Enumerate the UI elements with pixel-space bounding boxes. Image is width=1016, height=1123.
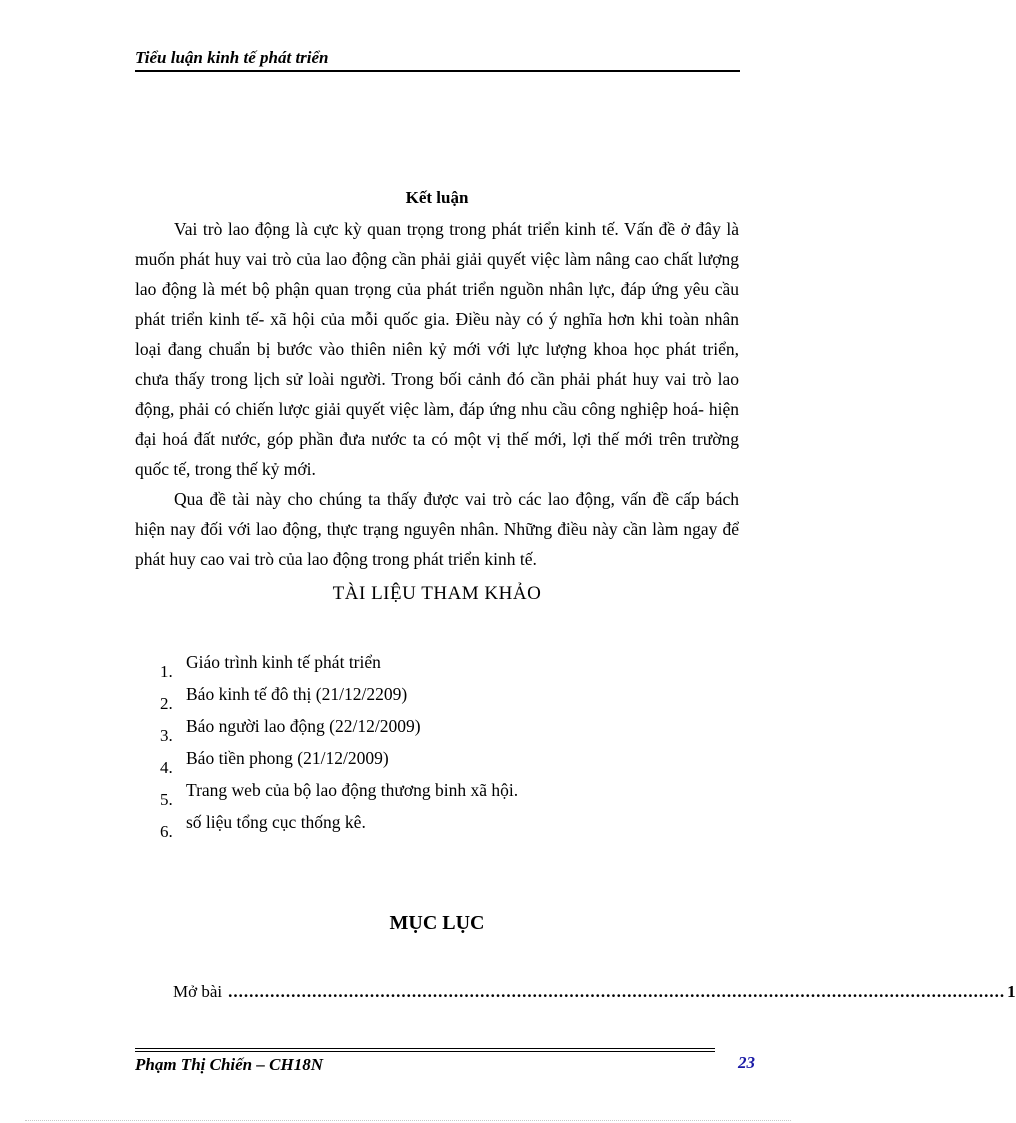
reference-item [160,801,518,841]
toc-title: MỤC LỤC [389,912,485,934]
reference-text: Giáo trình kinh tế phát triển [186,652,381,672]
reference-number: 6. [160,822,173,841]
toc-entry-label: Mở bài [173,982,223,1001]
conclusion-paragraph-1: Vai trò lao động là cực kỳ quan trọng trong phát triển kinh tế. Vấn đề ở đây là muốn phát huy vai trò của lao động cần phải giải quyết việc làm nâng cao chất lượng lao động là mét bộ phận quan trọng của phát triển nguồn nhân lực, đáp ứng yêu cầu phát triển kinh tế- xã hội của mỗi quốc gia. Điều này có ý nghĩa hơn khi toàn nhân loại đang chuẩn bị bước vào thiên niên kỷ mới với lực lượng khoa học phát triển, chưa thấy trong lịch sử loài người. Trong bối cảnh đó cần phải phát huy vai trò lao động, phải có chiến lược giải quyết việc làm, đáp ứng nhu cầu công nghiệp hoá- hiện đại hoá đất nước, góp phần đưa nước ta có một vị thế mới, lợi thế mới trên trường quốc tế, trong thế kỷ mới. [135,219,739,479]
reference-number: 5. [160,790,173,809]
conclusion-section [135,188,739,574]
reference-item [160,641,518,681]
reference-number: 4. [160,758,173,777]
reference-item [160,769,519,809]
references-list [160,641,519,841]
page-edge-divider [25,1120,791,1121]
reference-text: Báo tiền phong (21/12/2009) [186,748,389,768]
toc-entry [173,982,1016,1002]
reference-text: số liệu tổng cục thống kê. [186,812,366,832]
reference-number: 3. [160,726,173,745]
conclusion-paragraph-2: Qua đề tài này cho chúng ta thấy được vai trò các lao động, vấn đề cấp bách hiện nay đối với lao động, thực trạng nguyên nhân. Những điều này cần làm ngay để phát huy cao vai trò của lao động trong phát triển kinh tế. [135,489,739,569]
reference-text: Trang web của bộ lao động thương binh xã hội. [186,780,519,800]
reference-item [160,705,518,745]
footer-rule [135,1051,715,1052]
reference-number: 1. [160,662,173,681]
page-header-title: Tiểu luận kinh tế phát triển [135,48,740,72]
footer-page-number: 23 [738,1053,755,1072]
reference-text: Báo kinh tế đô thị (21/12/2209) [186,684,408,704]
references-title: TÀI LIỆU THAM KHẢO [332,583,542,604]
toc-leader-dots: .................................................................................................................................................... [228,982,1006,1001]
toc-entry-page: 1 [1007,982,1016,1001]
conclusion-heading: Kết luận [405,188,469,207]
reference-text: Báo người lao động (22/12/2009) [186,716,421,736]
footer-rule [135,1048,715,1049]
reference-item [160,673,518,713]
reference-item [160,737,518,777]
footer-author: Phạm Thị Chiến – CH18N [135,1055,323,1074]
reference-number: 2. [160,694,173,713]
